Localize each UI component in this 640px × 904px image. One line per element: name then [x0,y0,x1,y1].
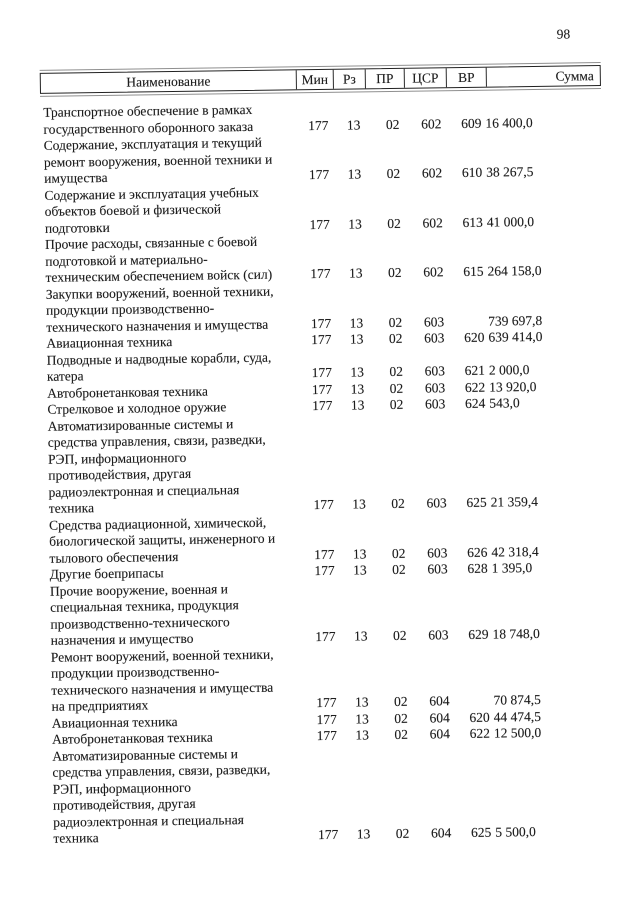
column-header-rz: Рз [333,69,365,88]
row-pr-code: 02 [394,710,408,726]
row-rz-code: 13 [355,710,369,727]
row-name: Прочие вооружение, военная и специальная техника, продукция производственно-технического назначения и имущество [49,580,239,648]
row-sum: 13 920,0 [489,378,537,395]
row-rz-code: 13 [352,545,367,562]
row-min-code: 177 [308,166,330,183]
row-rz-code: 13 [348,215,362,232]
row-csr-code: 603 [428,627,449,643]
row-csr-code: 604 [429,709,450,725]
row-csr-code: 602 [423,264,444,280]
column-header-csr: ЦСР [404,68,446,88]
row-min-code: 177 [318,826,339,843]
row-rz-code: 13 [353,628,368,644]
row-rz-code: 13 [352,496,366,512]
row-pr-code: 02 [389,363,404,380]
row-name: Прочие расходы, связанные с боевой подготовкой и материально- техническим обеспечением войск (сил) [44,233,273,285]
row-name: Автобронетанковая техника [47,383,209,401]
row-name: Содержание и эксплуатация учебных объектов боевой и физической подготовки [44,184,259,236]
row-csr-code: 604 [431,825,452,841]
column-header-sum: Сумма [486,66,600,87]
row-min-code: 177 [316,694,337,711]
row-vr-code: 622 [469,725,491,741]
row-pr-code: 02 [387,264,402,281]
row-pr-code: 02 [395,825,410,841]
row-rz-code: 13 [355,727,370,743]
row-sum: 41 000,0 [486,213,535,230]
row-name: Закупки вооружений, военной техники, продукции производственно- технического назначения и имущества [45,283,274,335]
row-vr-code: 625 [470,824,492,840]
row-csr-code: 602 [422,214,443,231]
row-pr-code: 02 [391,545,406,561]
row-sum: 42 318,4 [491,543,539,560]
table-row [52,740,611,847]
row-min-code: 177 [310,265,331,282]
row-pr-code: 02 [391,495,405,512]
row-sum: 21 359,4 [490,493,539,510]
row-pr-code: 02 [389,396,404,413]
row-pr-code: 02 [393,693,408,709]
row-pr-code: 02 [386,165,401,182]
row-pr-code: 02 [387,215,401,231]
row-csr-code: 602 [421,165,443,181]
row-name: Ремонт вооружений, военной техники, продукции производственно- технического назначения и имущества на предприятиях [50,646,274,714]
row-sum: 1 395,0 [491,560,533,576]
row-min-code: 177 [312,397,333,414]
row-rz-code: 13 [350,364,365,380]
row-min-code: 177 [314,562,335,579]
row-vr-code: 615 [463,263,484,279]
row-name: Подводные и надводные корабли, суда, катера [46,349,272,384]
row-vr-code: 610 [461,164,483,180]
row-rz-code: 13 [354,694,369,710]
row-min-code: 177 [308,117,329,133]
page-number: 98 [556,26,571,42]
row-rz-code: 13 [347,166,362,182]
row-name: Содержание, эксплуатация и текущий ремонт вооружения, военной техники и имущества [43,134,273,186]
row-csr-code: 604 [429,693,450,709]
row-min-code: 177 [316,727,338,744]
row-min-code: 177 [310,315,332,331]
row-pr-code: 02 [388,330,403,347]
column-header-name: Наименование [126,73,211,90]
row-name: Средства радиационной, химической, биологической защиты, инженерного и тылового обеспечения [48,514,276,566]
row-rz-code: 13 [348,265,363,281]
row-vr-code: 622 [464,379,486,395]
row-rz-code: 13 [346,116,361,133]
row-vr-code: 621 [464,362,486,378]
row-sum: 639 414,0 [488,328,543,345]
row-csr-code: 603 [423,313,445,330]
row-sum: 739 697,8 [488,312,543,329]
row-rz-code: 13 [356,826,371,842]
row-rz-code: 13 [349,314,364,331]
row-min-code: 177 [311,331,332,348]
row-name: Авиационная техника [46,334,173,351]
row-sum: 2 000,0 [488,362,530,378]
row-rz-code: 13 [349,331,364,347]
row-pr-code: 02 [394,726,409,742]
row-rz-code: 13 [350,397,365,413]
row-sum: 38 267,5 [486,163,534,180]
row-name: Автобронетанковая техника [51,729,213,747]
row-vr-code: 626 [467,544,488,560]
row-sum: 44 474,5 [493,708,542,725]
table-row [51,641,610,715]
row-min-code: 177 [315,628,336,645]
row-min-code: 177 [311,381,333,397]
table-row [44,130,603,187]
row-csr-code: 602 [421,115,442,132]
row-csr-code: 604 [429,726,451,742]
row-rz-code: 13 [350,380,365,397]
row-name: Стрелковое и холодное оружие [47,399,227,417]
row-name: Автоматизированные системы и средства управления, связи, разведки, РЭП, информационного противодействия, другая радиоэлектронная и специальная техника [47,415,266,516]
row-min-code: 177 [316,711,337,727]
row-vr-code: 625 [466,494,487,510]
table-row [50,575,609,649]
row-name: Авиационная техника [51,713,178,731]
column-header-vr: ВР [446,68,486,88]
row-vr-code: 624 [465,395,486,411]
row-vr-code: 609 [461,115,482,131]
row-csr-code: 603 [425,396,446,412]
table-row [46,279,605,336]
row-vr-code: 629 [468,626,489,642]
row-pr-code: 02 [389,380,404,396]
budget-table [40,62,612,847]
row-pr-code: 02 [392,627,407,643]
row-vr-code: 620 [464,329,485,345]
row-pr-code: 02 [392,561,406,578]
table-row [48,411,607,518]
row-name: Транспортное обеспечение в рамках государственного оборонного заказа [43,101,254,137]
row-csr-code: 603 [424,379,446,396]
row-csr-code: 603 [427,544,448,561]
row-min-code: 177 [309,216,330,232]
row-min-code: 177 [311,364,333,381]
row-csr-code: 603 [427,561,448,577]
row-pr-code: 02 [388,314,403,330]
row-sum: 16 400,0 [485,114,533,131]
table-row [44,180,603,237]
row-csr-code: 603 [426,495,447,511]
row-vr-code: 628 [467,560,488,576]
row-min-code: 177 [314,546,335,562]
row-vr-code: 613 [462,214,483,230]
row-csr-code: 603 [424,330,445,346]
row-sum: 264 158,0 [487,262,542,279]
table-body [40,89,611,847]
row-name: Автоматизированные системы и средства управления, связи, разведки, РЭП, информационного противодействия, другая радиоэлектронная и специальная техника [52,745,271,846]
row-sum: 12 500,0 [493,724,542,741]
row-pr-code: 02 [385,116,400,132]
row-name: Другие боеприпасы [49,565,164,582]
column-header-pr: ПР [365,69,404,89]
column-header-min: Мин [296,70,333,90]
row-sum: 5 500,0 [495,824,536,840]
row-min-code: 177 [313,496,334,513]
table-row [49,510,608,567]
row-sum: 70 874,5 [493,691,541,708]
row-sum: 18 748,0 [492,625,540,642]
row-sum: 543,0 [489,395,520,411]
row-rz-code: 13 [353,562,367,578]
row-vr-code: 620 [469,709,490,725]
row-csr-code: 603 [424,363,446,379]
table-row [45,229,604,286]
